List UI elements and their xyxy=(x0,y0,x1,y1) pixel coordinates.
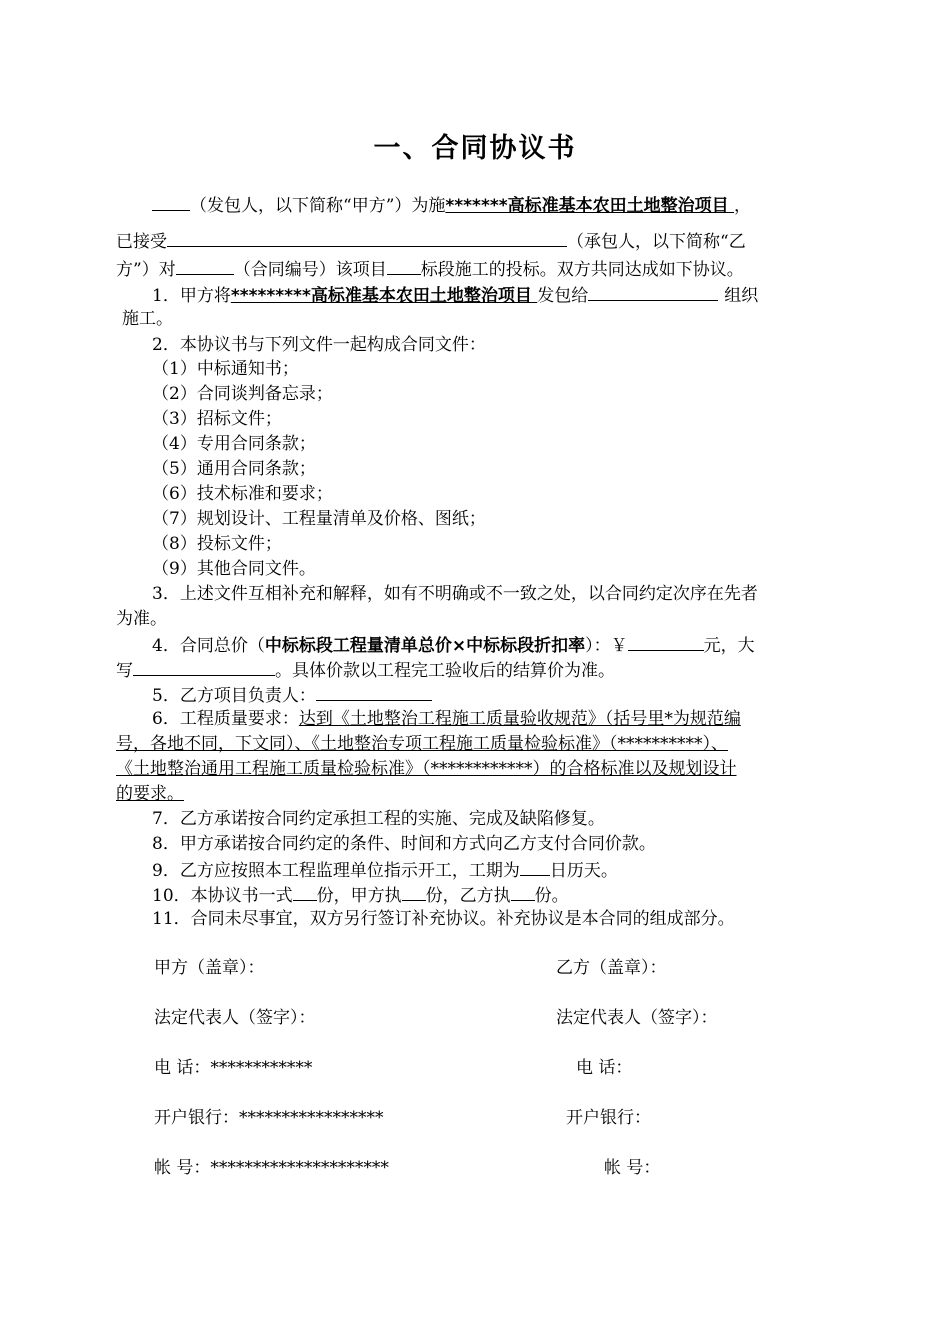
clause-6-line-4: 的要求。 xyxy=(116,784,184,804)
employer-blank[interactable] xyxy=(152,192,190,211)
clause-1-cont: 施工。 xyxy=(122,309,173,329)
price-formula: 中标标段工程量清单总价×中标标段折扣率 xyxy=(264,636,586,656)
list-item: （4）专用合同条款； xyxy=(152,434,316,454)
duration-blank[interactable] xyxy=(520,857,550,876)
clause-8: 8．甲方承诺按合同约定的条件、时间和方式向乙方支付合同价款。 xyxy=(152,834,656,854)
party-b-phone: 电 话： xyxy=(576,1058,633,1078)
clause-7: 7．乙方承诺按合同约定承担工程的实施、完成及缺陷修复。 xyxy=(152,809,605,829)
list-item: （7）规划设计、工程量清单及价格、图纸； xyxy=(152,509,486,529)
party-a-representative: 法定代表人（签字）： xyxy=(154,1008,316,1028)
assignee-blank[interactable] xyxy=(588,282,718,301)
list-item: （3）招标文件； xyxy=(152,409,282,429)
clause-4: 4．合同总价（中标标段工程量清单总价×中标标段折扣率）：￥ 元，大 xyxy=(152,632,755,656)
intro-line-1: （发包人，以下简称“甲方”）为施*******高标准基本农田土地整治项目 ， xyxy=(152,192,751,216)
price-words-blank[interactable] xyxy=(133,657,275,676)
clause-6-line-3: 《土地整治通用工程施工质量检验标准》（************）的合格标准以及规划设计 xyxy=(116,759,737,779)
contract-number-blank[interactable] xyxy=(176,256,234,275)
price-blank[interactable] xyxy=(628,632,704,651)
intro-line-3: 方”）对 （合同编号）该项目 标段施工的投标。双方共同达成如下协议。 xyxy=(116,256,744,280)
list-item: （2）合同谈判备忘录； xyxy=(152,384,333,404)
clause-5: 5．乙方项目负责人： xyxy=(152,682,432,706)
list-item: （1）中标通知书； xyxy=(152,359,299,379)
project-name: *******高标准基本农田土地整治项目 xyxy=(445,196,729,216)
contractor-blank[interactable] xyxy=(167,228,567,247)
clause-3: 3．上述文件互相补充和解释，如有不明确或不一致之处，以合同约定次序在先者 xyxy=(152,584,758,604)
clause-4-cont: 写 。具体价款以工程完工验收后的结算价为准。 xyxy=(116,657,615,681)
clause-6: 6．工程质量要求：达到《土地整治工程施工质量验收规范》（括号里*为规范编 xyxy=(152,709,741,729)
copies-total-blank[interactable] xyxy=(293,882,317,901)
party-a-seal: 甲方（盖章）： xyxy=(154,958,265,978)
party-a-phone: 电 话：************ xyxy=(154,1058,313,1078)
party-b-seal: 乙方（盖章）： xyxy=(556,958,667,978)
intro-line-2: 已接受 （承包人，以下简称“乙 xyxy=(116,228,746,252)
page-title: 一、合同协议书 xyxy=(373,133,577,164)
project-manager-blank[interactable] xyxy=(316,682,432,701)
clause-10: 10．本协议书一式 份，甲方执 份，乙方执 份。 xyxy=(152,882,569,906)
party-b-representative: 法定代表人（签字）： xyxy=(556,1008,718,1028)
party-a-bank: 开户银行：***************** xyxy=(154,1108,384,1128)
list-item: （9）其他合同文件。 xyxy=(152,559,316,579)
lot-blank[interactable] xyxy=(387,256,421,275)
copies-b-blank[interactable] xyxy=(511,882,535,901)
clause-1: 1．甲方将*********高标准基本农田土地整治项目 发包给 组织 xyxy=(152,282,758,306)
list-item: （8）投标文件； xyxy=(152,534,282,554)
clause-9: 9．乙方应按照本工程监理单位指示开工，工期为 日历天。 xyxy=(152,857,618,881)
clause-6-line-2: 号，各地不同，下文同）、《土地整治专项工程施工质量检验标准》（**********）、 xyxy=(116,734,728,754)
list-item: （6）技术标准和要求； xyxy=(152,484,333,504)
party-a-account: 帐 号：********************* xyxy=(154,1158,389,1178)
clause-2: 2．本协议书与下列文件一起构成合同文件： xyxy=(152,335,486,355)
party-b-account: 帐 号： xyxy=(604,1158,661,1178)
clause-11: 11．合同未尽事宜，双方另行签订补充协议。补充协议是本合同的组成部分。 xyxy=(152,909,735,929)
project-name-2: *********高标准基本农田土地整治项目 xyxy=(230,286,532,306)
copies-a-blank[interactable] xyxy=(402,882,426,901)
clause-3-cont: 为准。 xyxy=(116,609,167,629)
party-b-bank: 开户银行： xyxy=(566,1108,651,1128)
list-item: （5）通用合同条款； xyxy=(152,459,316,479)
